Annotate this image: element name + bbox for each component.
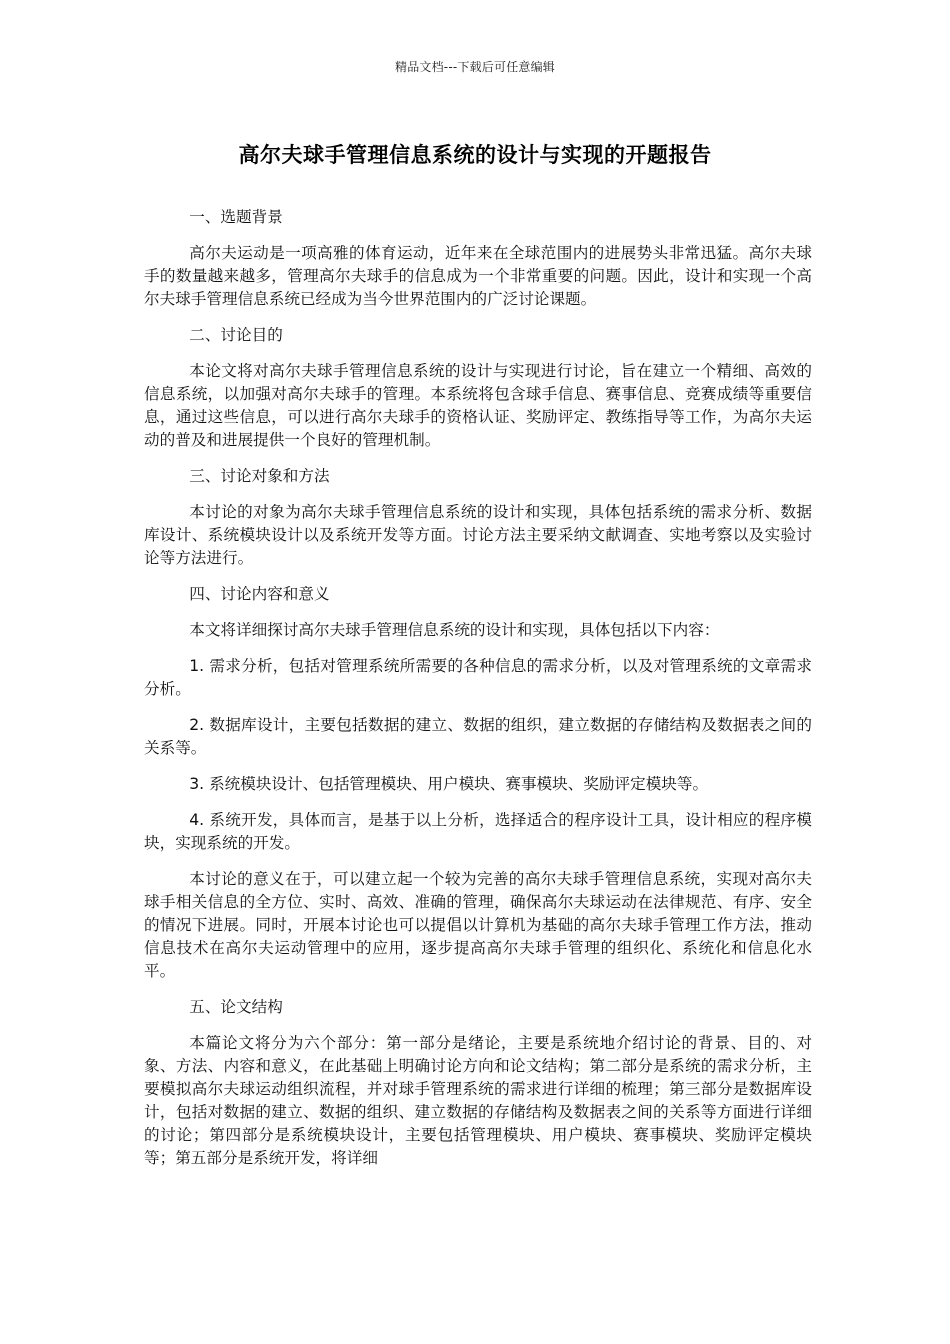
header-note: 精品文档---下载后可任意编辑 bbox=[395, 60, 555, 74]
list-item-development: 4. 系统开发，具体而言，是基于以上分析，选择适合的程序设计工具，设计相应的程序模块，实现系统的开发。 bbox=[144, 811, 812, 852]
document-title: 高尔夫球手管理信息系统的设计与实现的开题报告 bbox=[238, 143, 712, 167]
section-heading-purpose: 二、讨论目的 bbox=[189, 326, 283, 344]
paragraph-structure: 本篇论文将分为六个部分：第一部分是绪论，主要是系统地介绍讨论的背景、目的、对象、方法、内容和意义，在此基础上明确讨论方向和论文结构；第二部分是系统的需求分析，主要模拟高尔夫球运动组织流程，并对球手管理系统的需求进行详细的梳理；第三部分是数据库设计，包括对数据的建立、数据的组织、建立数据的存储结构及数据表之间的关系等方面进行详细的讨论；第四部分是系统模块设计，主要包括管理模块、用户模块、赛事模块、奖励评定模块等；第五部分是系统开发，将详细 bbox=[144, 1034, 812, 1167]
paragraph-object-method: 本讨论的对象为高尔夫球手管理信息系统的设计和实现，具体包括系统的需求分析、数据库设计、系统模块设计以及系统开发等方面。讨论方法主要采纳文献调查、实地考察以及实验讨论等方法进行。 bbox=[144, 503, 812, 567]
paragraph-purpose: 本论文将对高尔夫球手管理信息系统的设计与实现进行讨论，旨在建立一个精细、高效的信息系统，以加强对高尔夫球手的管理。本系统将包含球手信息、赛事信息、竞赛成绩等重要信息，通过这些信息，可以进行高尔夫球手的资格认证、奖励评定、教练指导等工作，为高尔夫运动的普及和进展提供一个良好的管理机制。 bbox=[144, 362, 812, 449]
list-item-database: 2. 数据库设计，主要包括数据的建立、数据的组织，建立数据的存储结构及数据表之间的关系等。 bbox=[144, 716, 812, 757]
paragraph-background: 高尔夫运动是一项高雅的体育运动，近年来在全球范围内的进展势头非常迅猛。高尔夫球手的数量越来越多，管理高尔夫球手的信息成为一个非常重要的问题。因此，设计和实现一个高尔夫球手管理信息系统已经成为当今世界范围内的广泛讨论课题。 bbox=[144, 244, 812, 308]
paragraph-significance: 本讨论的意义在于，可以建立起一个较为完善的高尔夫球手管理信息系统，实现对高尔夫球手相关信息的全方位、实时、高效、准确的管理，确保高尔夫球运动在法律规范、有序、安全的情况下进展。同时，开展本讨论也可以提倡以计算机为基础的高尔夫球手管理工作方法，推动信息技术在高尔夫运动管理中的应用，逐步提高高尔夫球手管理的组织化、系统化和信息化水平。 bbox=[144, 870, 812, 980]
document-body bbox=[144, 206, 812, 1183]
section-heading-object-method: 三、讨论对象和方法 bbox=[189, 467, 330, 485]
list-item-requirements: 1. 需求分析，包括对管理系统所需要的各种信息的需求分析，以及对管理系统的文章需求分析。 bbox=[144, 657, 812, 698]
section-heading-structure: 五、论文结构 bbox=[189, 998, 283, 1016]
paragraph-content-intro: 本文将详细探讨高尔夫球手管理信息系统的设计和实现，具体包括以下内容： bbox=[189, 621, 720, 639]
list-item-modules: 3. 系统模块设计、包括管理模块、用户模块、赛事模块、奖励评定模块等。 bbox=[189, 775, 709, 793]
section-heading-background: 一、选题背景 bbox=[189, 208, 283, 226]
section-heading-content: 四、讨论内容和意义 bbox=[189, 585, 330, 603]
